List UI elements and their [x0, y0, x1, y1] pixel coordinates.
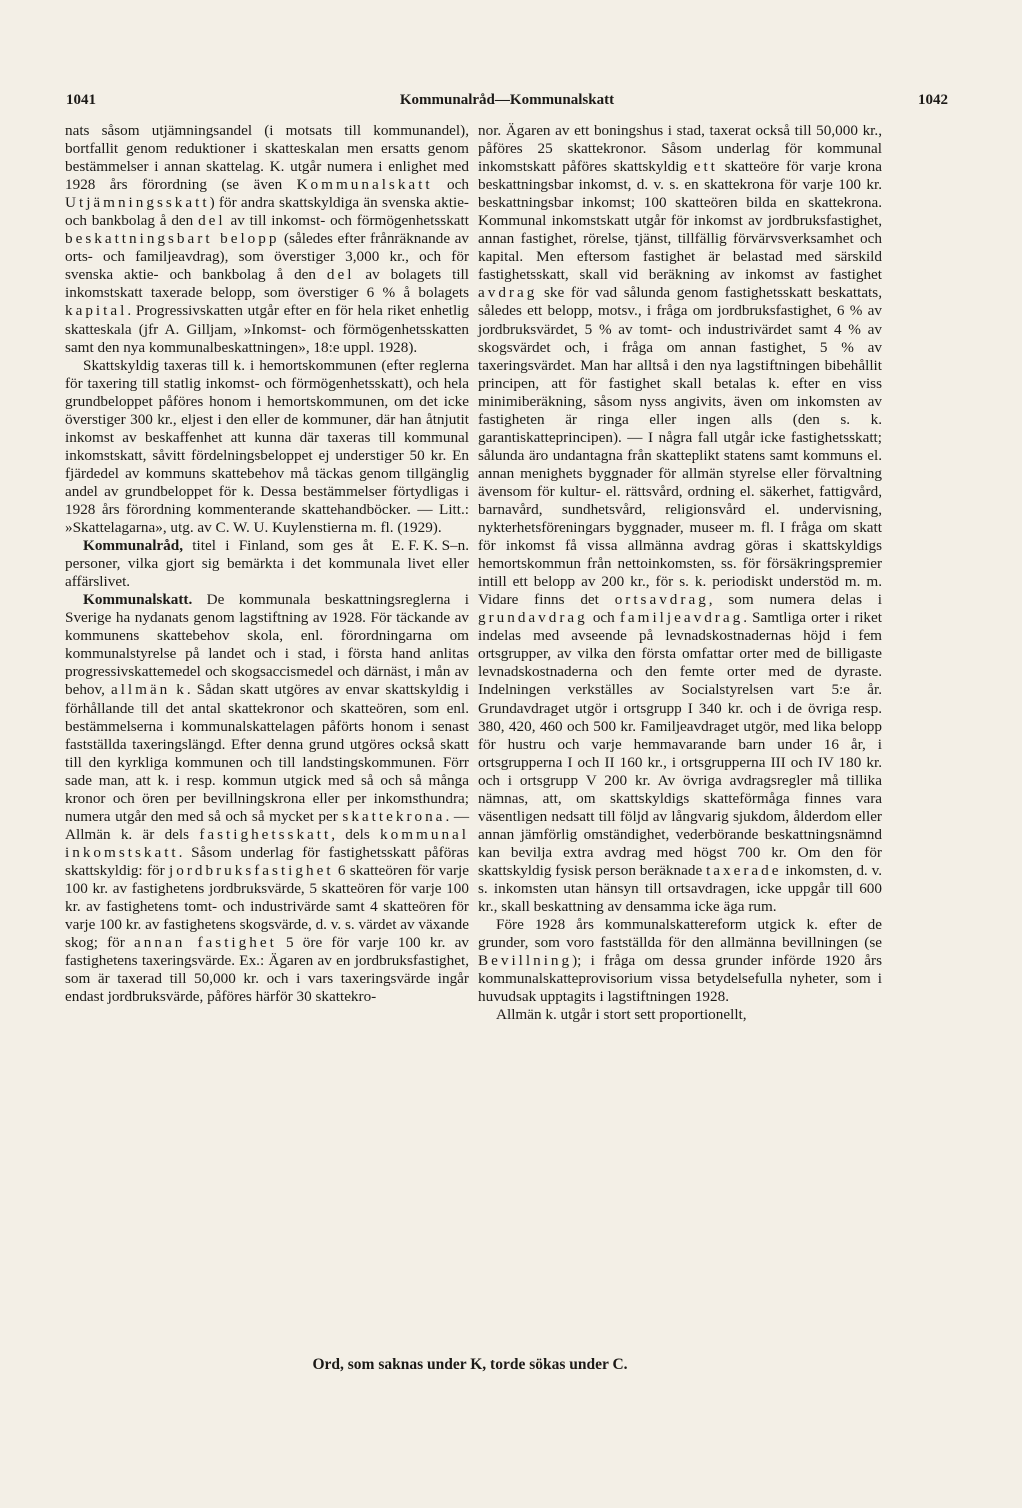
page-footer-note: Ord, som saknas under K, torde sökas under C. [312, 1356, 628, 1373]
history-paragraph: Före 1928 års kommunalskattereform utgick k. efter de grunder, som voro fastställda för den allmänna bevillningen (se Bevillning); i fråga om dessa grunder införde 1920 års kommunalskatteprovisorium vissa betydelsefulla nyheter, som i huvudsak upptagits i lagstiftningen 1928. [478, 916, 882, 1006]
entry-kommunalskatt: Kommunalskatt. De kommunala beskattningsreglerna i Sverige ha nydanats genom lagstiftning av 1928. För täckande av kommunens skattebehov skola, enl. förordningarna om kommunalstyrelse på landet och i stad, i första hand anlitas progressivskattemedel och skogsaccismedel och därnäst, i mån av behov, allmän k. Sådan skatt utgöres av envar skattskyldig i förhållande till det antal skattekronor och skatteören, som enl. bestämmelserna i kommunalskattelagen påförts honom i senast fastställda taxeringslängd. Efter denna grund utgöres också skatt till den kyrkliga kommunen och till landstingskommunen. Förr sade man, att k. i resp. kommun utgick med så och så många kronor och ören per bevillningskrona eller per inkomsthundra; numera utgår den med så och så mycket per skattekrona. — Allmän k. är dels fastighetsskatt, dels kommunal inkomstskatt. Såsom underlag för fastighetsskatt påföras skattskyldig: för jordbruksfastighet 6 skatteören för varje 100 kr. av fastighetens jordbruksvärde, 5 skatteören för varje 100 kr. av fastighetens tomt- och industrivärde samt 4 skatteören för varje 100 kr. av fastighetens skogsvärde, d. v. s. värdet av växande skog; för annan fastighet 5 öre för varje 100 kr. av fastighetens taxeringsvärde. Ex.: Ägaren av en jordbruksfastighet, som är taxerad till 50,000 kr. och i vars taxeringsvärde ingår endast jordbruksvärde, påföres härför 30 skattekro- [65, 591, 470, 1006]
right-column [478, 122, 882, 1024]
kommunalskatt-continuation: nor. Ägaren av ett boningshus i stad, taxerat också till 50,000 kr., påföres 25 skattekronor. Såsom underlag för kommunal inkomstskatt påföres skattskyldig ett skatteöre för varje krona beskattningsbar inkomst, d. v. s. en skattekrona för varje 100 kr. beskattningsbar inkomst; 100 skatteören bilda en skattekrona. Kommunal inkomstskatt utgår för inkomst av jordbruksfastighet, annan fastighet, rörelse, tjänst, tillfällig förvärvsverksamhet och kapital. Men eftersom fastighet är belastad med särskild fastighetsskatt, skall vid beräkning av inkomst av fastighet avdrag ske för vad sålunda genom fastighetsskatt beskattats, således ett belopp, motsv., i fråga om jordbruksfastighet, 6 % av jordbruksvärdet, 5 % av tomt- och industrivärdet samt 4 % av skogsvärdet och, i fråga om annan fastighet, 5 % av taxeringsvärdet. Man har alltså i den nya lagstiftningen bibehållit principen, att för fastighet skall betalas k. efter en viss minimiberäkning, såsom nyss angivits, även om inkomsten av fastigheten är ringa eller ingen alls (den s. k. garantiskatteprincipen). — I några fall utgår icke fastighetsskatt; sålunda äro undantagna från skatteplikt statens samt kommuns el. annan menighets byggnader för allmän styrelse eller förvaltning ävensom för kultur- el. rättsvård, ordning el. säkerhet, fattigvård, barnavård, sundhetsvård, religionsvård el. undervisning, nykterhetsföreningars byggnader, museer m. fl. I fråga om skatt för inkomst få vissa allmänna avdrag göras i skattskyldigs hemortskommun från nettoinkomsten, ss. för försäkringspremier intill ett belopp av 200 kr., för s. k. periodiskt understöd m. m. Vidare finns det ortsavdrag, som numera delas i grundavdrag och familjeavdrag. Samtliga orter i riket indelas med avseende på levnadskostnadernas höjd i fem ortsgrupper, av vilka den första omfattar orter med de billigaste levnadskostnaderna och den femte orter med de dyraste. Indelningen verkställes av Socialstyrelsen vart 5:e år. Grundavdraget utgör i ortsgrupp I 340 kr. och i de övriga resp. 380, 420, 460 och 500 kr. Familjeavdraget utgör, med lika belopp för hustru och varje hemmavarande barn under 16 år, i ortsgrupperna I och II 160 kr., i ortsgrupperna III och IV 180 kr. och i ortsgrupp V 200 kr. Av övriga avdragsregler må tillika nämnas, att, om skattskyldigs skatteförmåga finnes vara väsentligen nedsatt till följd av långvarig sjukdom, ålderdom eller annan jämförlig omständighet, vederbörande beskattningsnämnd kan bevilja extra avdrag med högst 700 kr. Om den för skattskyldig fysisk person beräknade taxerade inkomsten, d. v. s. inkomsten utan hänsyn till ortsavdragen, icke uppgår till 600 kr., skall beskattning av densamma icke äga rum. [478, 122, 882, 916]
entry-kommunalrad: Kommunalråd, titel i Finland, som ges åt personer, vilka gjort sig bemärkta i det kommunala livet eller affärslivet. [65, 537, 469, 591]
closing-paragraph: Allmän k. utgår i stort sett proportionellt, [496, 1006, 747, 1024]
page-header [66, 92, 948, 114]
taxation-paragraph: Skattskyldig taxeras till k. i hemortskommunen (efter reglerna för taxering till statlig inkomst- och förmögenhetsskatt), och hela grundbeloppet påföres honom i hemortskommunen, om det icke överstiger 300 kr., eljest i den eller de kommuner, där han åtnjutit inkomst av beskaffenhet att kunna där taxeras till kommunal inkomstskatt, såvitt fördelningsbeloppet ej understiger 50 kr. En fjärdedel av kommuns skattebehov må täckas genom tillgänglig andel av grundbeloppet för k. Dessa bestämmelser förtydligas i 1928 års förordning kommenterande skattehandböcker. — Litt.: »Skattelagarna», utg. av C. W. U. Kuylenstierna m. fl. (1929). E. F. K. S–n. [65, 356, 469, 555]
headword: Kommunalråd, [83, 537, 183, 555]
article-continuation: nats såsom utjämningsandel (i motsats till kommunandel), bortfallit genom reduktioner i skatteskalan men ersatts genom bestämmelser i annan skattelag. K. utgår numera i enlighet med 1928 års förordning (se även Kommunalskatt och Utjämningsskatt) för andra skattskyldiga än svenska aktie- och bankbolag å den del av till inkomst- och förmögenhetsskatt beskattningsbart belopp (således efter frånräknande av orts- och familjeavdrag), som överstiger 3,000 kr., och för svenska aktie- och bankbolag å den del av bolagets till inkomstskatt taxerade belopp, som överstiger 6 % å bolagets kapital. Progressivskatten utgår efter en för hela riket enhetlig skatteskala (jfr A. Gilljam, »Inkomst- och förmögenhetsskatten samt den nya kommunalbeskattningen», 18:e uppl. 1928). [65, 122, 469, 356]
running-title: Kommunalråd—Kommunalskatt [399, 92, 615, 108]
page-number-left: 1041 [66, 92, 96, 108]
page-number-right: 1042 [918, 92, 948, 108]
author-signature: E. F. K. S–n. [391, 537, 469, 555]
left-column [65, 122, 469, 1006]
headword: Kommunalskatt. [83, 591, 193, 609]
